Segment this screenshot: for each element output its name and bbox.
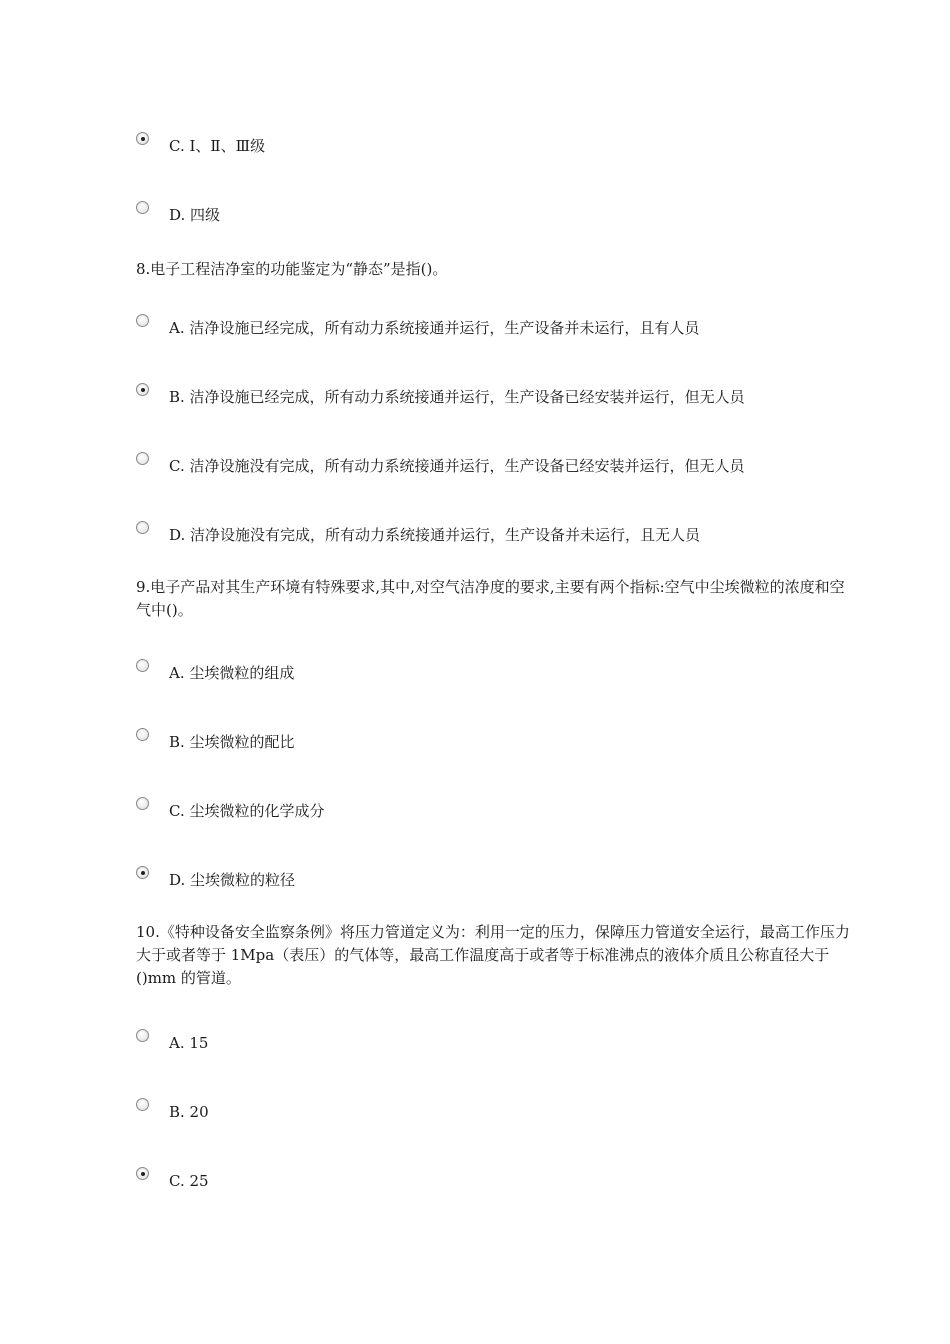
q8-option-d[interactable] xyxy=(136,521,896,561)
q9-option-a[interactable] xyxy=(136,659,896,699)
radio-button[interactable] xyxy=(136,452,149,465)
q9-option-d[interactable] xyxy=(136,866,896,906)
option-label: D. 四级 xyxy=(169,206,221,224)
radio-button[interactable] xyxy=(136,1098,149,1111)
q10-option-c[interactable] xyxy=(136,1167,896,1207)
option-label: B. 洁净设施已经完成，所有动力系统接通并运行，生产设备已经安装并运行，但无人员 xyxy=(169,388,745,406)
question-8-text: 8.电子工程洁净室的功能鉴定为“静态”是指()。 xyxy=(136,260,448,278)
radio-button[interactable] xyxy=(136,201,149,214)
option-label: C. 尘埃微粒的化学成分 xyxy=(169,802,325,820)
option-label: C. 25 xyxy=(169,1172,209,1190)
radio-button[interactable] xyxy=(136,659,149,672)
question-9-text: 9.电子产品对其生产环境有特殊要求,其中,对空气洁净度的要求,主要有两个指标:空气中尘埃微粒的浓度和空气中()。 xyxy=(136,578,845,619)
option-label: A. 尘埃微粒的组成 xyxy=(169,664,295,682)
radio-button-checked[interactable] xyxy=(136,1167,149,1180)
option-label: C. Ⅰ、Ⅱ、Ⅲ级 xyxy=(169,137,266,155)
option-label: B. 尘埃微粒的配比 xyxy=(169,733,295,751)
radio-button[interactable] xyxy=(136,1029,149,1042)
radio-button-checked[interactable] xyxy=(136,132,149,145)
radio-button[interactable] xyxy=(136,314,149,327)
option-label: A. 洁净设施已经完成，所有动力系统接通并运行，生产设备并未运行，且有人员 xyxy=(169,319,700,337)
radio-button[interactable] xyxy=(136,797,149,810)
option-label: C. 洁净设施没有完成，所有动力系统接通并运行，生产设备已经安装并运行，但无人员 xyxy=(169,457,745,475)
q10-option-a[interactable] xyxy=(136,1029,896,1069)
q8-option-a[interactable] xyxy=(136,314,896,354)
radio-button[interactable] xyxy=(136,521,149,534)
radio-button-checked[interactable] xyxy=(136,866,149,879)
q10-option-b[interactable] xyxy=(136,1098,896,1138)
q8-option-b[interactable] xyxy=(136,383,896,423)
q7-option-d[interactable] xyxy=(136,201,896,241)
question-10-text: 10.《特种设备安全监察条例》将压力管道定义为：利用一定的压力，保障压力管道安全运行，最高工作压力大于或者等于 1Mpa（表压）的气体等，最高工作温度高于或者等于标准沸点的液体介质且公称直径大于()mm 的管道。 xyxy=(136,923,850,987)
option-label: A. 15 xyxy=(169,1034,209,1052)
radio-button-checked[interactable] xyxy=(136,383,149,396)
q7-option-c[interactable] xyxy=(136,132,896,172)
q9-option-b[interactable] xyxy=(136,728,896,768)
q9-option-c[interactable] xyxy=(136,797,896,837)
option-label: D. 尘埃微粒的粒径 xyxy=(169,871,296,889)
option-label: B. 20 xyxy=(169,1103,209,1121)
option-label: D. 洁净设施没有完成，所有动力系统接通并运行，生产设备并未运行，且无人员 xyxy=(169,526,701,544)
q8-option-c[interactable] xyxy=(136,452,896,492)
radio-button[interactable] xyxy=(136,728,149,741)
